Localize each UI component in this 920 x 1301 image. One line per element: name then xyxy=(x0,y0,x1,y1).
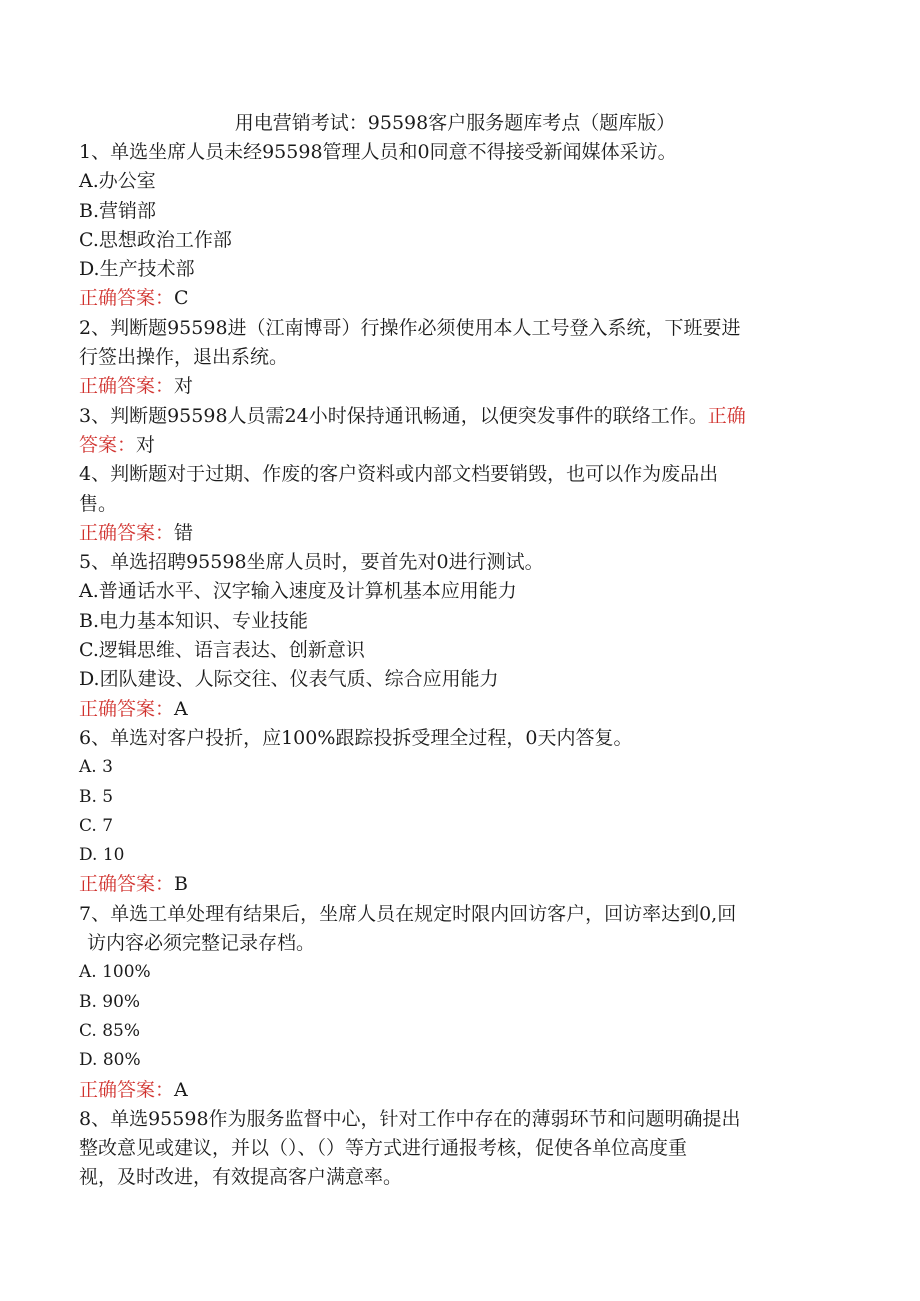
question-6-answer xyxy=(79,870,831,899)
question-7-answer xyxy=(79,1076,831,1105)
question-4-stem-line-2: 售。 xyxy=(79,492,118,515)
question-7-option-d: D. 80% xyxy=(79,1050,141,1071)
question-5-option-c: C.逻辑思维、语言表达、创新意识 xyxy=(79,639,365,662)
question-4-stem-line-1: 4、判断题对于过期、作废的客户资料或内部文档要销毁，也可以作为废品出 xyxy=(79,463,719,486)
answer-label: 正确答案： xyxy=(79,375,175,398)
question-7-option-b: B. 90% xyxy=(79,991,141,1012)
question-7-option-a: A. 100% xyxy=(79,962,151,983)
question-8-stem-line-1: 8、单选95598作为服务监督中心，针对工作中存在的薄弱环节和问题明确提出 xyxy=(79,1107,741,1130)
question-8-stem-line-3: 视，及时改进，有效提高客户满意率。 xyxy=(79,1166,403,1189)
question-3-stem-text: 3、判断题95598人员需24小时保持通讯畅通，以便突发事件的联络工作。 xyxy=(79,404,708,427)
question-7-option-c: C. 85% xyxy=(79,1020,140,1041)
answer-label-part-1: 正确 xyxy=(707,404,746,427)
answer-label: 正确答案： xyxy=(79,521,175,544)
question-1-stem: 1、单选坐席人员未经95598管理人员和0同意不得接受新闻媒体采访。 xyxy=(79,141,677,163)
question-5-option-d: D.团队建设、人际交往、仪表气质、综合应用能力 xyxy=(79,668,499,691)
question-5-answer xyxy=(79,695,831,724)
answer-value: 错 xyxy=(174,521,194,544)
answer-label: 正确答案： xyxy=(79,1078,175,1101)
answer-label-part-2: 答案： xyxy=(79,433,137,456)
question-8-stem-line-2: 整改意见或建议，并以（）、（）等方式进行通报考核，促使各单位高度重 xyxy=(79,1137,688,1160)
question-6-option-b: B. 5 xyxy=(79,786,114,807)
document-title: 用电营销考试：95598客户服务题库考点（题库版） xyxy=(234,112,676,134)
question-6-stem: 6、单选对客户投折，应100%跟踪投拆受理全过程，0天内答复。 xyxy=(79,726,633,749)
document-page xyxy=(79,108,831,1193)
question-3-stem xyxy=(79,402,831,431)
question-2-stem-line-2: 行签出操作，退出系统。 xyxy=(79,346,289,369)
answer-value: C xyxy=(174,287,189,310)
answer-value: A xyxy=(174,1078,188,1101)
answer-label: 正确答案： xyxy=(79,287,175,310)
answer-value: 对 xyxy=(136,433,156,456)
question-6-option-a: A. 3 xyxy=(79,757,113,778)
question-1-option-d: D.生产技术部 xyxy=(79,258,195,281)
question-6-option-c: C. 7 xyxy=(79,815,114,836)
question-1-option-c: C.思想政治工作部 xyxy=(79,228,232,251)
question-3-answer xyxy=(79,431,831,460)
answer-value: B xyxy=(174,873,188,896)
question-1-answer xyxy=(79,284,831,313)
question-5-option-b: B.电力基本知识、专业技能 xyxy=(79,609,309,632)
question-4-answer xyxy=(79,519,831,548)
question-5-option-a: A.普通话水平、汉字输入速度及计算机基本应用能力 xyxy=(79,580,517,603)
question-7-stem-line-1: 7、单选工单处理有结果后，坐席人员在规定时限内回访客户，回访率达到0,回 xyxy=(79,902,737,925)
question-5-stem: 5、单选招聘95598坐席人员时，要首先对0进行测试。 xyxy=(79,551,544,574)
question-1-option-b: B.营销部 xyxy=(79,199,157,222)
answer-value: 对 xyxy=(174,375,194,398)
question-6-option-d: D. 10 xyxy=(79,845,125,866)
answer-value: A xyxy=(174,697,188,720)
question-1-option-a: A.办公室 xyxy=(79,170,156,193)
answer-label: 正确答案： xyxy=(79,873,175,896)
question-2-answer xyxy=(79,372,831,401)
question-2-stem-line-1: 2、判断题95598进（江南博哥）行操作必须使用本人工号登入系统，下班要进 xyxy=(79,316,741,339)
answer-label: 正确答案： xyxy=(79,697,175,720)
question-7-stem-line-2: 访内容必须完整记录存档。 xyxy=(87,932,316,955)
